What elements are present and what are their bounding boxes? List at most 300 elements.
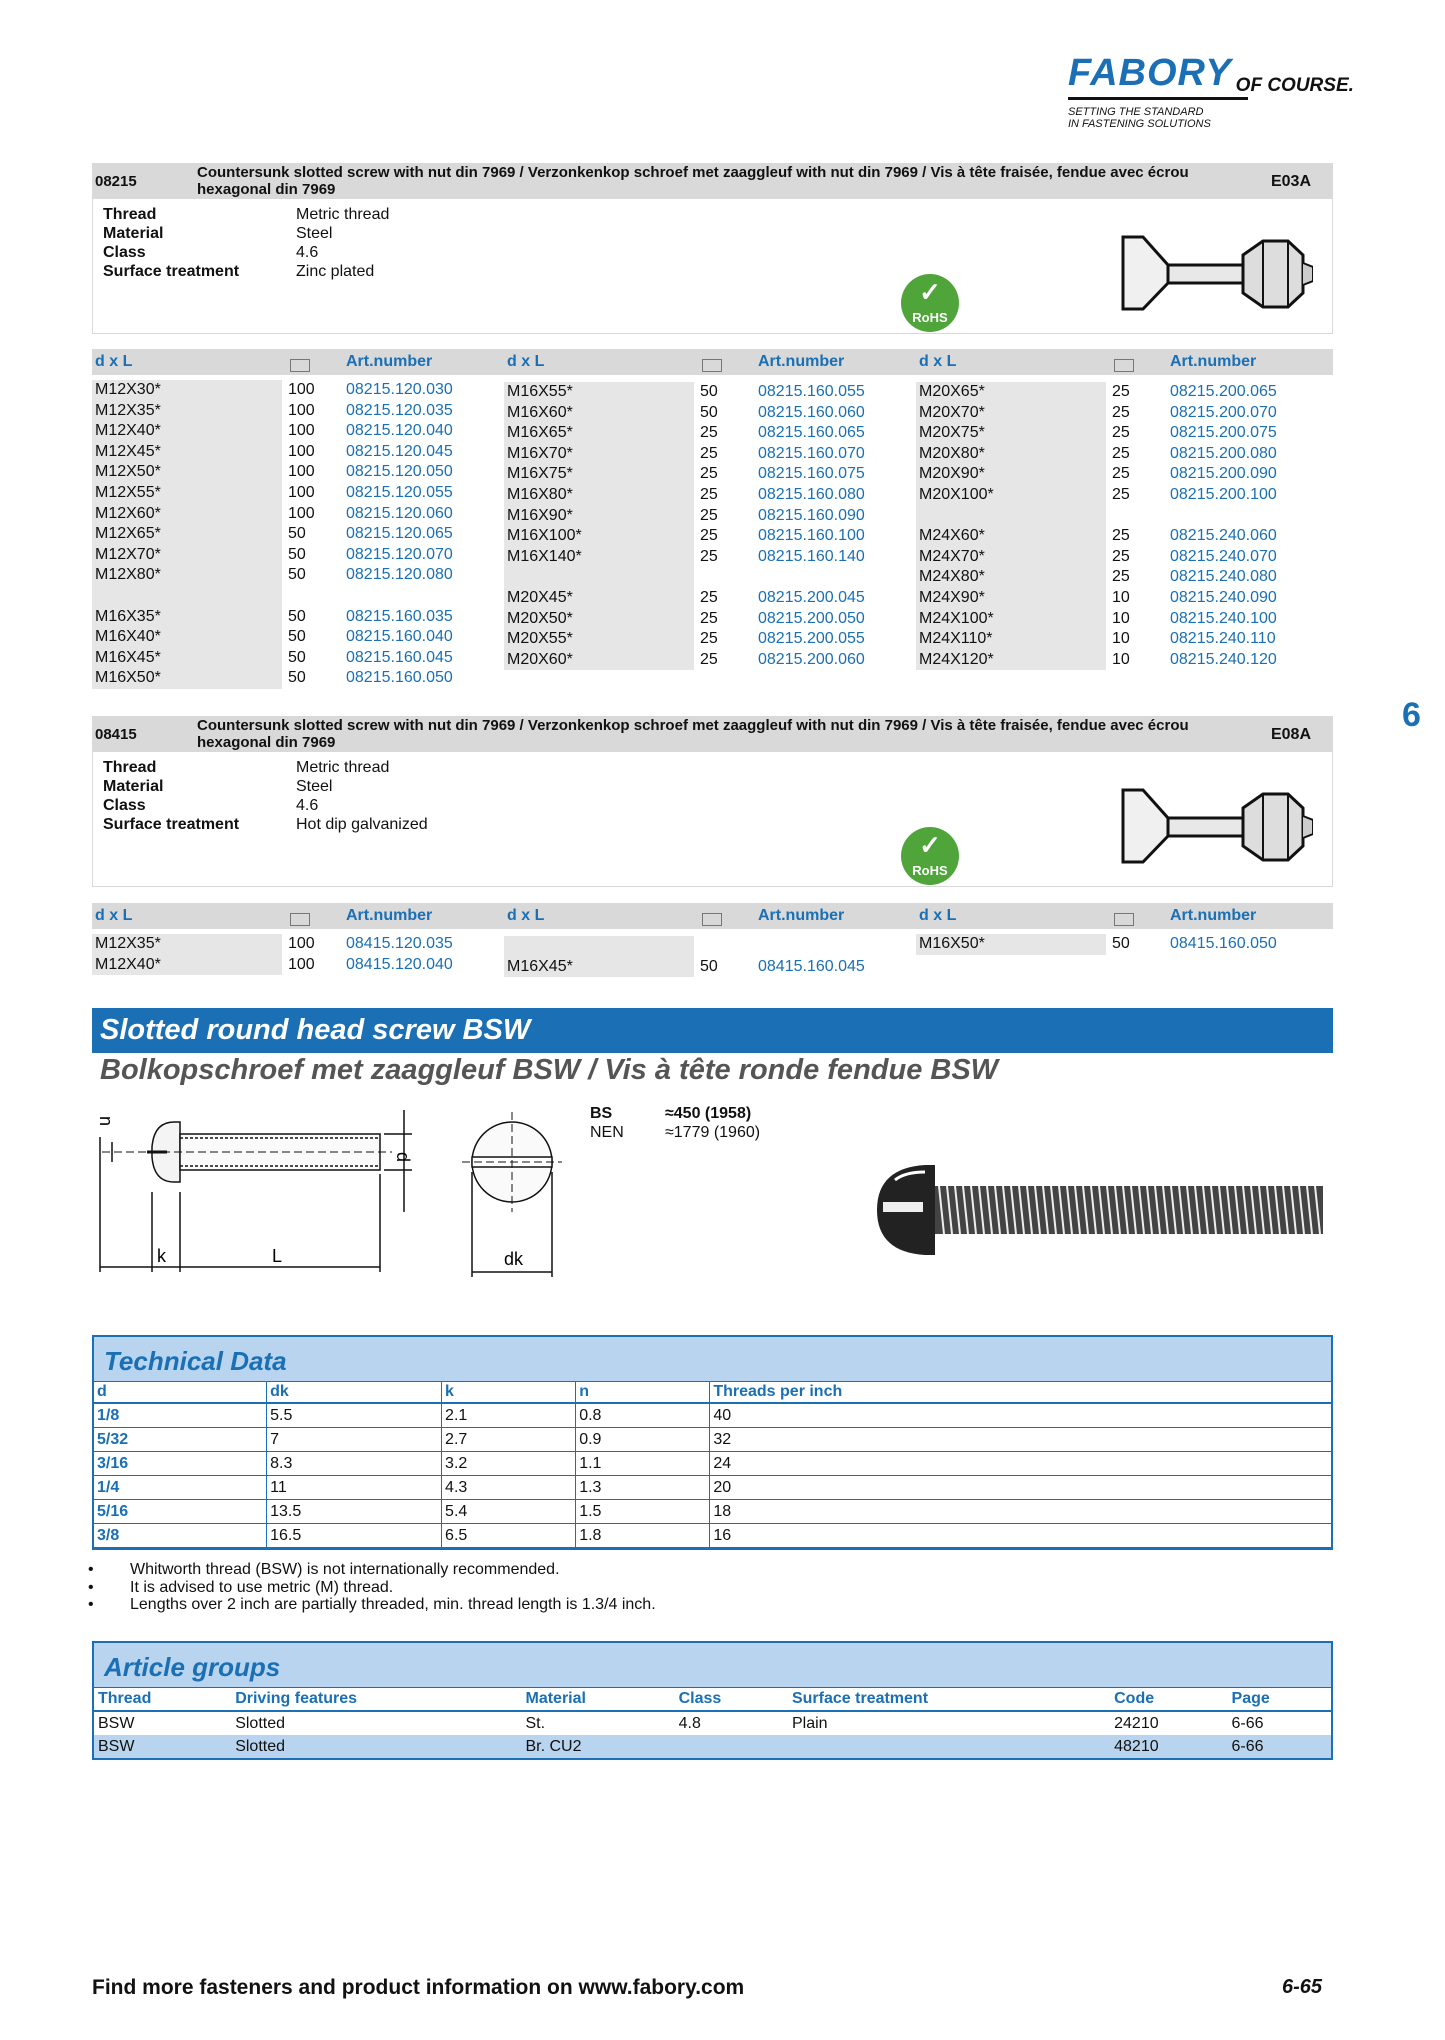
variant-size: M24X110* bbox=[916, 629, 1106, 650]
table-row[interactable] bbox=[94, 1735, 1331, 1758]
variant-size: M16X45* bbox=[92, 648, 282, 669]
variant-quantity: 10 bbox=[1112, 630, 1130, 648]
variant-column bbox=[916, 934, 1316, 955]
table-cell: 4.8 bbox=[678, 1714, 701, 1732]
col-dl-header: d x L bbox=[95, 353, 133, 370]
variant-row bbox=[916, 588, 1316, 609]
footer-text: Find more fasteners and product information on www.fabory.com bbox=[92, 1976, 745, 1999]
variant-size: M12X60* bbox=[92, 504, 282, 525]
col-artnumber-header: Art.number bbox=[346, 907, 433, 924]
article-number-link[interactable]: 08215.200.055 bbox=[758, 630, 865, 648]
article-number-link[interactable]: 08215.200.080 bbox=[1170, 444, 1277, 462]
logo-underline bbox=[1068, 97, 1248, 100]
article-number-link[interactable]: 08215.160.140 bbox=[758, 547, 865, 565]
article-number-link[interactable]: 08215.200.100 bbox=[1170, 485, 1277, 503]
article-number-link[interactable]: 08215.160.050 bbox=[346, 669, 453, 687]
col-dl-header: d x L bbox=[919, 353, 957, 370]
property-row bbox=[103, 262, 389, 281]
variant-row bbox=[504, 567, 904, 588]
column-header: Thread bbox=[94, 1688, 231, 1712]
variant-quantity: 25 bbox=[1112, 547, 1130, 565]
variant-quantity: 25 bbox=[700, 547, 718, 565]
variant-size: M12X40* bbox=[92, 955, 282, 976]
article-number-link[interactable]: 08215.160.065 bbox=[758, 424, 865, 442]
article-number-link[interactable]: 08215.160.075 bbox=[758, 465, 865, 483]
logo-tagline-1: SETTING THE STANDARD bbox=[1068, 106, 1204, 118]
variant-quantity: 10 bbox=[1112, 609, 1130, 627]
property-key: Surface treatment bbox=[103, 816, 240, 833]
table-cell: 4.3 bbox=[442, 1476, 576, 1500]
article-groups-title: Article groups bbox=[94, 1643, 1331, 1687]
table-cell: 48210 bbox=[1110, 1735, 1227, 1758]
table-cell: 1.1 bbox=[576, 1452, 710, 1476]
variant-quantity: 25 bbox=[700, 424, 718, 442]
property-key: Material bbox=[103, 225, 164, 242]
variant-row bbox=[92, 421, 492, 442]
variant-size: M16X35* bbox=[92, 607, 282, 628]
variant-size: M20X45* bbox=[504, 588, 694, 609]
variant-quantity: 50 bbox=[288, 648, 306, 666]
article-number-link[interactable]: 08415.160.050 bbox=[1170, 935, 1277, 952]
variant-size: M20X75* bbox=[916, 423, 1106, 444]
variant-row bbox=[504, 650, 904, 671]
note-text: It is advised to use metric (M) thread. bbox=[130, 1578, 394, 1596]
product-properties bbox=[103, 758, 428, 834]
variant-size: M20X50* bbox=[504, 609, 694, 630]
table-cell: 7 bbox=[267, 1428, 442, 1452]
variant-size: M16X70* bbox=[504, 444, 694, 465]
col-artnumber-header: Art.number bbox=[1170, 907, 1257, 924]
variant-size: M16X100* bbox=[504, 526, 694, 547]
variant-quantity: 25 bbox=[700, 444, 718, 462]
drawing-label-k: k bbox=[157, 1246, 166, 1266]
table-cell: Br. CU2 bbox=[521, 1735, 674, 1758]
variant-row bbox=[504, 444, 904, 465]
property-value: Metric thread bbox=[296, 206, 390, 223]
article-number-link[interactable]: 08215.200.045 bbox=[758, 588, 865, 606]
variant-quantity: 50 bbox=[288, 566, 306, 584]
variant-table-header bbox=[92, 903, 1333, 929]
article-groups-table bbox=[92, 1641, 1333, 1760]
table-cell: 1.3 bbox=[576, 1476, 710, 1500]
variant-row bbox=[916, 567, 1316, 588]
variant-size bbox=[916, 506, 1106, 527]
variant-column bbox=[916, 382, 1316, 670]
table-cell: 8.3 bbox=[267, 1452, 442, 1476]
col-dl-header: d x L bbox=[95, 907, 133, 924]
product-title: Countersunk slotted screw with nut din 7969 / Verzonkenkop schroef met zaaggleuf with nut din 7969 / Vis à tête fraisée, fendue avec écrou hexagonal din 7969 bbox=[197, 164, 1189, 198]
variant-size: M20X100* bbox=[916, 485, 1106, 506]
variant-quantity: 100 bbox=[288, 504, 315, 522]
variant-row bbox=[92, 607, 492, 628]
variant-row bbox=[92, 442, 492, 463]
variant-size: M24X60* bbox=[916, 526, 1106, 547]
variant-table-header bbox=[92, 349, 1333, 375]
variant-quantity: 25 bbox=[700, 650, 718, 668]
table-cell: 1.5 bbox=[576, 1500, 710, 1524]
table-cell: St. bbox=[525, 1714, 546, 1732]
column-header: Driving features bbox=[231, 1688, 521, 1712]
table-cell: Plain bbox=[791, 1714, 828, 1732]
variant-size: M16X90* bbox=[504, 506, 694, 527]
col-artnumber-header: Art.number bbox=[1170, 353, 1257, 370]
property-key: Material bbox=[103, 778, 164, 795]
table-cell: 6-66 bbox=[1228, 1735, 1331, 1758]
variant-quantity: 25 bbox=[700, 465, 718, 483]
article-number-link[interactable]: 08215.160.070 bbox=[758, 444, 865, 462]
variant-row bbox=[92, 648, 492, 669]
table-cell: 5.5 bbox=[267, 1403, 442, 1428]
variant-column bbox=[504, 936, 904, 977]
table-cell: 0.8 bbox=[576, 1403, 710, 1428]
article-number-link[interactable]: 08215.120.065 bbox=[346, 525, 453, 543]
table-cell: Slotted bbox=[235, 1714, 285, 1732]
variant-quantity: 100 bbox=[288, 463, 315, 481]
logo-suffix: OF COURSE. bbox=[1235, 75, 1354, 96]
variant-row bbox=[916, 629, 1316, 650]
variant-size: M16X75* bbox=[504, 464, 694, 485]
table-row bbox=[94, 1500, 1331, 1524]
article-number-link[interactable]: 08215.200.070 bbox=[1170, 403, 1277, 421]
table-cell: Slotted bbox=[231, 1735, 521, 1758]
variant-row bbox=[916, 526, 1316, 547]
col-dl-header: d x L bbox=[919, 907, 957, 924]
article-number-link[interactable]: 08215.200.075 bbox=[1170, 424, 1277, 442]
variant-quantity: 50 bbox=[288, 628, 306, 646]
variant-row bbox=[504, 547, 904, 568]
article-number-link[interactable]: 08215.240.090 bbox=[1170, 588, 1277, 606]
table-cell: 2.1 bbox=[442, 1403, 576, 1428]
variant-row bbox=[504, 526, 904, 547]
article-number-link[interactable]: 08215.240.110 bbox=[1170, 630, 1276, 648]
variant-size: M12X55* bbox=[92, 483, 282, 504]
variant-row bbox=[916, 650, 1316, 671]
article-number-link[interactable]: 08215.120.050 bbox=[346, 463, 453, 481]
variant-row bbox=[92, 668, 492, 689]
property-value: Steel bbox=[296, 778, 333, 795]
variant-row bbox=[92, 380, 492, 401]
variant-size: M12X80* bbox=[92, 565, 282, 586]
table-cell: 20 bbox=[710, 1476, 1331, 1500]
rohs-badge bbox=[901, 827, 959, 885]
table-row bbox=[94, 1476, 1331, 1500]
variant-size: M16X65* bbox=[504, 423, 694, 444]
property-row bbox=[103, 815, 428, 834]
article-number-link[interactable]: 08215.240.120 bbox=[1170, 650, 1277, 668]
technical-data-title: Technical Data bbox=[94, 1337, 1331, 1381]
table-row[interactable] bbox=[94, 1711, 1331, 1735]
variant-row bbox=[504, 957, 904, 978]
table-cell: 5.4 bbox=[442, 1500, 576, 1524]
article-number-link[interactable]: 08215.200.090 bbox=[1170, 465, 1277, 483]
logo-wordmark: FABORY bbox=[1068, 52, 1232, 94]
variant-quantity: 25 bbox=[700, 506, 718, 524]
article-number-link[interactable]: 08215.240.080 bbox=[1170, 568, 1277, 586]
table-cell: 5/16 bbox=[94, 1500, 267, 1524]
article-number-link[interactable]: 08215.200.050 bbox=[758, 609, 865, 627]
variant-row bbox=[916, 547, 1316, 568]
table-cell: 16 bbox=[710, 1524, 1331, 1548]
variant-size: M24X100* bbox=[916, 609, 1106, 630]
property-row bbox=[103, 796, 428, 815]
variant-quantity: 25 bbox=[1112, 465, 1130, 483]
col-dl-header: d x L bbox=[507, 353, 545, 370]
article-number-link[interactable]: 08215.160.035 bbox=[346, 607, 453, 625]
technical-drawing bbox=[92, 1102, 572, 1282]
table-row bbox=[94, 1524, 1331, 1548]
variant-quantity: 10 bbox=[1112, 650, 1130, 668]
product-header bbox=[92, 716, 1333, 752]
standard-name: NEN bbox=[590, 1124, 624, 1141]
property-value: Steel bbox=[296, 225, 333, 242]
page-number: 6-65 bbox=[1282, 1976, 1323, 1998]
notes-list bbox=[88, 1561, 656, 1614]
variant-row bbox=[916, 403, 1316, 424]
variant-size: M24X120* bbox=[916, 650, 1106, 671]
table-cell: 11 bbox=[267, 1476, 442, 1500]
variant-row bbox=[916, 423, 1316, 444]
article-number-link[interactable]: 08215.240.060 bbox=[1170, 527, 1277, 545]
table-cell: 0.9 bbox=[576, 1428, 710, 1452]
table-cell: 3/8 bbox=[94, 1524, 267, 1548]
note-item: • Whitworth thread (BSW) is not internationally recommended. bbox=[88, 1561, 560, 1578]
variant-quantity: 50 bbox=[1112, 935, 1130, 952]
variant-row bbox=[92, 545, 492, 566]
variant-column bbox=[92, 934, 492, 975]
standard-value: ≈450 (1958) bbox=[665, 1105, 752, 1122]
variant-row bbox=[92, 565, 492, 586]
drawing-label-d: d bbox=[393, 1152, 413, 1163]
technical-data-table bbox=[92, 1335, 1333, 1550]
variant-quantity: 100 bbox=[288, 422, 315, 440]
article-number-link[interactable]: 08215.160.045 bbox=[346, 648, 453, 666]
standards-list bbox=[590, 1104, 760, 1142]
table-cell: BSW bbox=[94, 1735, 231, 1758]
column-header: Surface treatment bbox=[788, 1688, 1110, 1712]
property-value: Hot dip galvanized bbox=[296, 816, 428, 833]
variant-row bbox=[504, 403, 904, 424]
property-value: 4.6 bbox=[296, 797, 319, 814]
table-cell: 1.8 bbox=[576, 1524, 710, 1548]
product-title: Countersunk slotted screw with nut din 7969 / Verzonkenkop schroef met zaaggleuf with nut din 7969 / Vis à tête fraisée, fendue avec écrou hexagonal din 7969 bbox=[197, 717, 1189, 751]
article-groups-grid bbox=[94, 1687, 1331, 1758]
variant-quantity: 25 bbox=[700, 609, 718, 627]
check-icon: ✓ bbox=[919, 277, 941, 307]
variant-row bbox=[916, 506, 1316, 527]
variant-row bbox=[504, 936, 904, 957]
variant-size: M12X70* bbox=[92, 545, 282, 566]
drawing-label-n: n bbox=[96, 1116, 116, 1127]
variant-quantity: 25 bbox=[700, 527, 718, 545]
variant-quantity: 100 bbox=[288, 955, 315, 973]
article-number-link[interactable]: 08415.160.045 bbox=[758, 957, 865, 975]
variant-quantity: 100 bbox=[288, 935, 315, 952]
product-category: E03A bbox=[1270, 173, 1311, 190]
col-dl-header: d x L bbox=[507, 907, 545, 924]
variant-size: M12X35* bbox=[92, 934, 282, 955]
property-row bbox=[103, 243, 389, 262]
column-header: Material bbox=[521, 1688, 674, 1712]
column-header: Threads per inch bbox=[710, 1382, 1331, 1404]
drawing-label-L: L bbox=[272, 1246, 283, 1266]
variant-size: M16X50* bbox=[92, 668, 282, 689]
article-number-link[interactable]: 08415.120.040 bbox=[346, 955, 453, 973]
table-cell: 40 bbox=[710, 1403, 1331, 1428]
variant-row bbox=[504, 506, 904, 527]
article-number-link[interactable]: 08215.160.060 bbox=[758, 403, 865, 421]
column-header: n bbox=[576, 1382, 710, 1404]
variant-row bbox=[504, 588, 904, 609]
variant-row bbox=[504, 464, 904, 485]
chapter-tab: 6 bbox=[1402, 696, 1421, 734]
property-row bbox=[103, 224, 389, 243]
column-header: k bbox=[442, 1382, 576, 1404]
rohs-badge bbox=[901, 274, 959, 332]
logo-tagline bbox=[1068, 106, 1358, 130]
table-cell: BSW bbox=[98, 1714, 135, 1732]
variant-quantity: 25 bbox=[1112, 485, 1130, 503]
column-header: d bbox=[94, 1382, 267, 1404]
column-header: Page bbox=[1228, 1688, 1331, 1712]
variant-row bbox=[916, 464, 1316, 485]
technical-data-grid bbox=[94, 1381, 1331, 1548]
article-number-link[interactable]: 08215.120.080 bbox=[346, 566, 453, 584]
variant-row bbox=[92, 627, 492, 648]
variant-row bbox=[92, 483, 492, 504]
variant-quantity: 50 bbox=[700, 383, 718, 400]
article-number-link[interactable]: 08215.120.045 bbox=[346, 442, 453, 460]
variant-size: M16X45* bbox=[504, 957, 694, 978]
variant-row bbox=[92, 955, 492, 976]
property-value: Zinc plated bbox=[296, 263, 375, 280]
variant-row bbox=[504, 629, 904, 650]
note-item: • It is advised to use metric (M) thread. bbox=[88, 1578, 394, 1596]
variant-quantity: 25 bbox=[1112, 403, 1130, 421]
fabory-logo bbox=[1068, 52, 1358, 130]
property-key: Class bbox=[103, 797, 146, 814]
rohs-label: RoHS bbox=[912, 310, 948, 325]
note-item: • Lengths over 2 inch are partially threaded, min. thread length is 1.3/4 inch. bbox=[88, 1596, 656, 1613]
article-number-link[interactable]: 08415.120.035 bbox=[346, 935, 453, 952]
variant-quantity: 10 bbox=[1112, 588, 1130, 606]
variant-quantity: 50 bbox=[288, 669, 306, 687]
variant-column bbox=[504, 382, 904, 670]
table-cell: 24210 bbox=[1114, 1714, 1159, 1732]
article-number-link[interactable]: 08215.200.065 bbox=[1170, 383, 1277, 400]
variant-size: M24X90* bbox=[916, 588, 1106, 609]
column-header: Code bbox=[1110, 1688, 1227, 1712]
table-cell: 2.7 bbox=[442, 1428, 576, 1452]
article-number-link[interactable]: 08215.160.100 bbox=[758, 527, 865, 545]
variant-row bbox=[92, 586, 492, 607]
col-artnumber-header: Art.number bbox=[758, 353, 845, 370]
variant-row bbox=[504, 382, 904, 403]
standard-value: ≈1779 (1960) bbox=[665, 1124, 761, 1141]
table-cell: 3/16 bbox=[94, 1452, 267, 1476]
variant-size: M24X70* bbox=[916, 547, 1106, 568]
variant-column bbox=[92, 380, 492, 689]
variant-row bbox=[916, 444, 1316, 465]
variant-row bbox=[916, 609, 1316, 630]
variant-size bbox=[92, 586, 282, 607]
property-row bbox=[103, 758, 428, 777]
property-key: Surface treatment bbox=[103, 263, 240, 280]
table-cell: 18 bbox=[710, 1500, 1331, 1524]
variant-quantity: 100 bbox=[288, 442, 315, 460]
variant-quantity: 50 bbox=[288, 545, 306, 563]
product-properties-box bbox=[92, 752, 1333, 887]
article-number-link[interactable]: 08215.120.035 bbox=[346, 401, 453, 419]
variant-size: M12X30* bbox=[92, 380, 282, 401]
column-header: Class bbox=[675, 1688, 788, 1712]
article-number-link[interactable]: 08215.120.030 bbox=[346, 381, 453, 398]
variant-row bbox=[916, 382, 1316, 403]
variant-size: M16X80* bbox=[504, 485, 694, 506]
article-number-link[interactable]: 08215.120.040 bbox=[346, 422, 453, 440]
article-number-link[interactable]: 08215.160.080 bbox=[758, 485, 865, 503]
countersunk-screw-with-nut-image bbox=[1113, 227, 1313, 317]
variant-size: M20X90* bbox=[916, 464, 1106, 485]
article-number-link[interactable]: 08215.240.100 bbox=[1170, 609, 1277, 627]
variant-size: M24X80* bbox=[916, 567, 1106, 588]
variant-size bbox=[504, 936, 694, 957]
article-number-link[interactable]: 08215.160.090 bbox=[758, 506, 865, 524]
countersunk-screw-with-nut-image bbox=[1113, 780, 1313, 870]
table-cell bbox=[788, 1735, 1110, 1758]
article-number-link[interactable]: 08215.240.070 bbox=[1170, 547, 1277, 565]
note-text: Whitworth thread (BSW) is not internationally recommended. bbox=[130, 1561, 560, 1578]
variant-size: M20X65* bbox=[916, 382, 1106, 403]
variant-size: M20X70* bbox=[916, 403, 1106, 424]
article-number-link[interactable]: 08215.160.055 bbox=[758, 383, 865, 400]
article-number-link[interactable]: 08215.120.055 bbox=[346, 483, 453, 501]
product-code: 08215 bbox=[95, 173, 137, 190]
logo-tagline-2: IN FASTENING SOLUTIONS bbox=[1068, 118, 1211, 130]
standard-row bbox=[590, 1123, 760, 1142]
variant-quantity: 25 bbox=[1112, 444, 1130, 462]
note-text: Lengths over 2 inch are partially threaded, min. thread length is 1.3/4 inch. bbox=[130, 1596, 656, 1613]
article-number-link[interactable]: 08215.120.060 bbox=[346, 504, 453, 522]
variant-quantity: 25 bbox=[700, 588, 718, 606]
variant-row bbox=[92, 934, 492, 955]
drawing-label-dk: dk bbox=[504, 1249, 524, 1269]
variant-row bbox=[504, 423, 904, 444]
variant-size: M12X45* bbox=[92, 442, 282, 463]
variant-row bbox=[92, 401, 492, 422]
property-value: 4.6 bbox=[296, 244, 319, 261]
variant-row bbox=[92, 462, 492, 483]
variant-row bbox=[92, 524, 492, 545]
property-row bbox=[103, 205, 389, 224]
variant-quantity: 50 bbox=[700, 957, 718, 975]
variant-size: M20X80* bbox=[916, 444, 1106, 465]
article-number-link[interactable]: 08215.120.070 bbox=[346, 545, 453, 563]
article-number-link[interactable]: 08215.200.060 bbox=[758, 650, 865, 668]
table-cell: 13.5 bbox=[267, 1500, 442, 1524]
variant-quantity: 100 bbox=[288, 381, 315, 398]
variant-size bbox=[504, 567, 694, 588]
article-number-link[interactable]: 08215.160.040 bbox=[346, 628, 453, 646]
property-row bbox=[103, 777, 428, 796]
variant-size: M12X35* bbox=[92, 401, 282, 422]
product-properties bbox=[103, 205, 389, 281]
standard-name: BS bbox=[590, 1105, 613, 1122]
property-key: Thread bbox=[103, 206, 157, 223]
variant-size: M12X65* bbox=[92, 524, 282, 545]
variant-quantity: 50 bbox=[700, 403, 718, 421]
col-artnumber-header: Art.number bbox=[758, 907, 845, 924]
variant-row bbox=[916, 934, 1316, 955]
